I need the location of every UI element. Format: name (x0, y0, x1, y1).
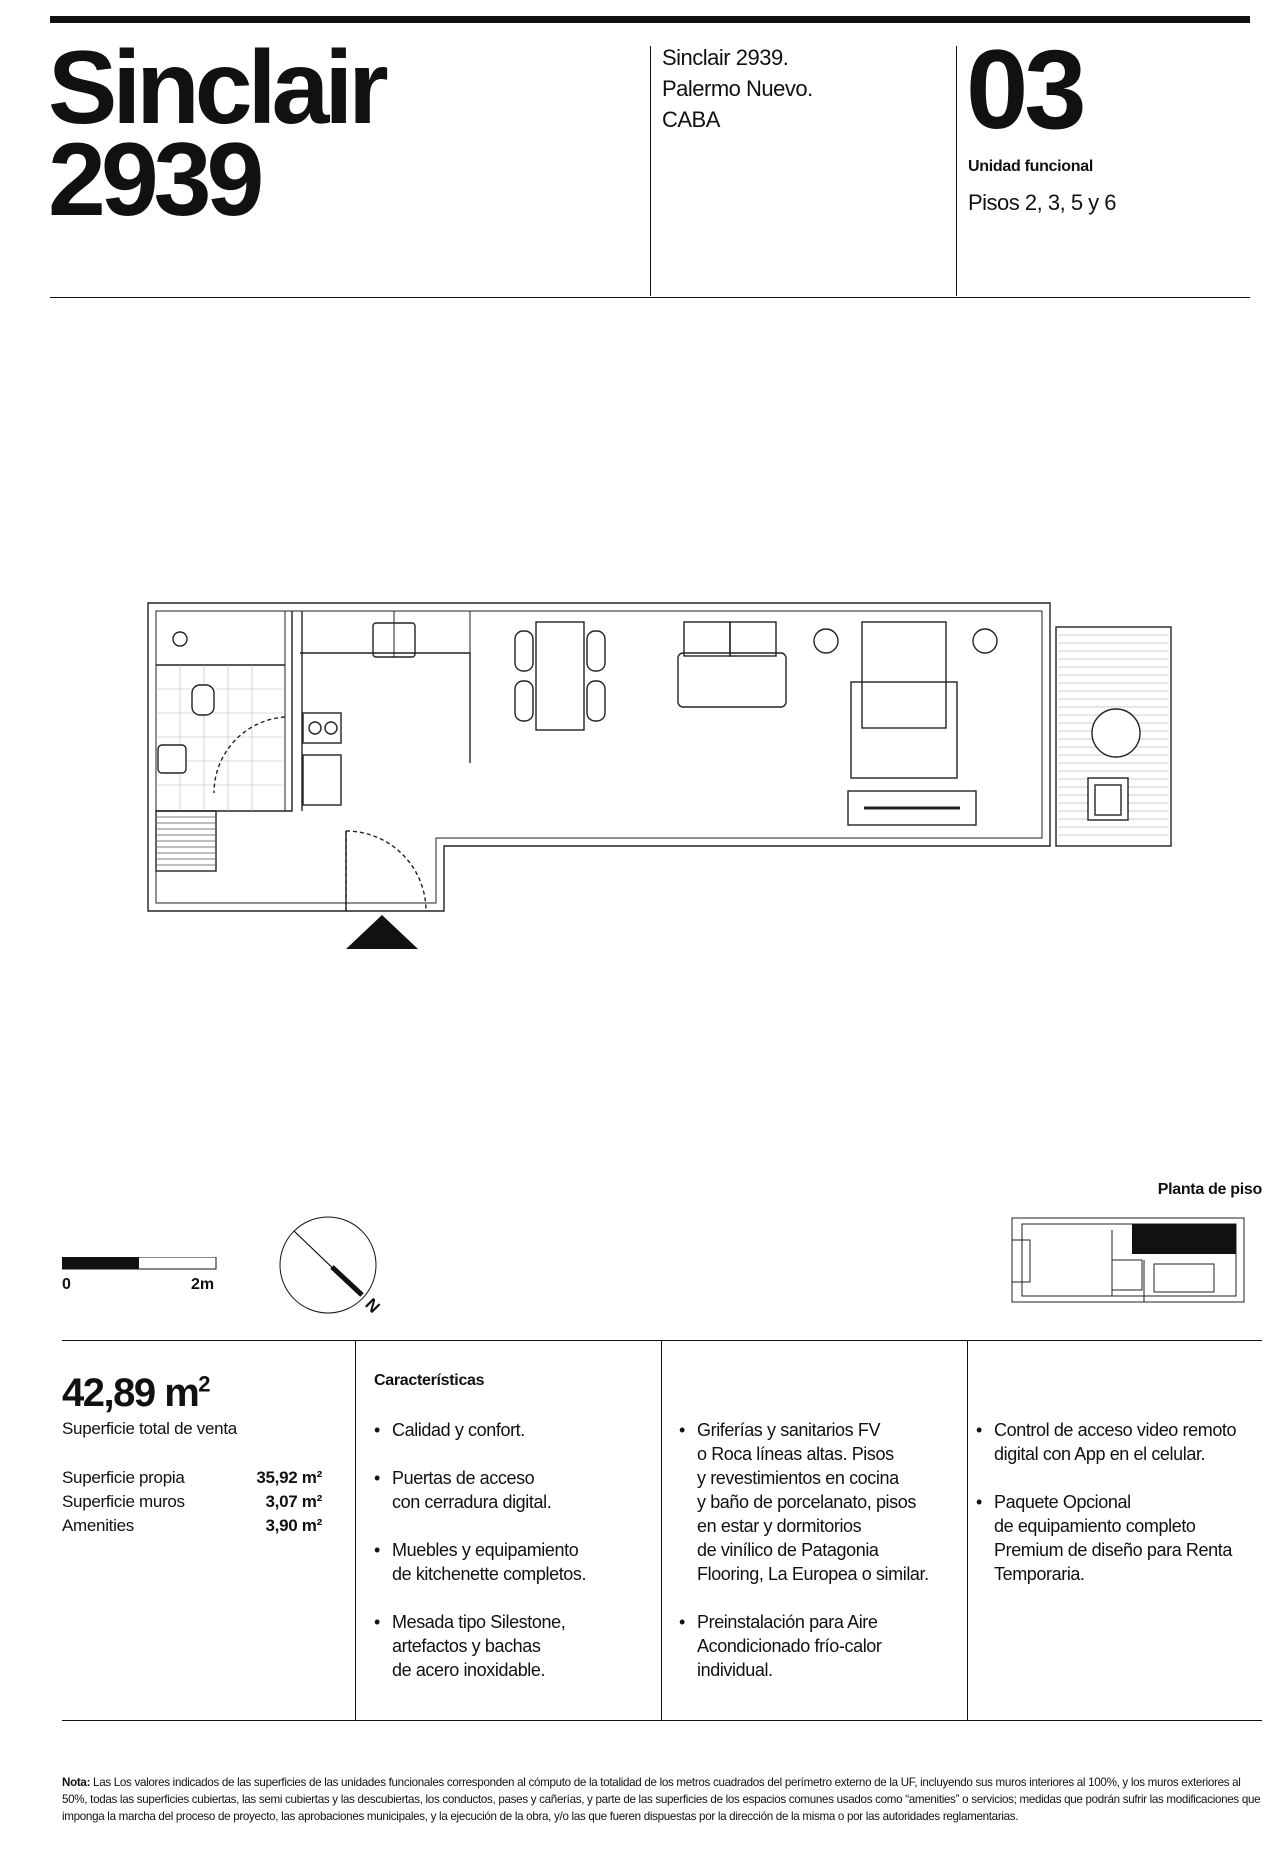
area-row-value: 35,92 m² (256, 1468, 322, 1487)
header-divider-2 (956, 46, 957, 296)
floor-plan (140, 595, 1180, 955)
address-line-1: Sinclair 2939. (662, 45, 789, 70)
details-divider-3 (967, 1340, 968, 1720)
features-column-1 (374, 1418, 644, 1706)
details-divider-2 (661, 1340, 662, 1720)
total-area (62, 1371, 209, 1416)
details-divider-1 (355, 1340, 356, 1720)
legal-note (62, 1774, 1262, 1825)
balcony-chair (1088, 778, 1128, 820)
area-row-value: 3,07 m² (265, 1492, 322, 1511)
shower-drain (173, 632, 187, 646)
nightstand-right (973, 629, 997, 653)
total-area-unit-sup: 2 (198, 1371, 210, 1397)
feature-item: • Puertas de acceso con cerradura digital. (374, 1466, 644, 1514)
area-row-label: Amenities (62, 1516, 134, 1535)
dining-chair (515, 631, 533, 671)
dining-table (536, 622, 584, 730)
key-plan (1004, 1210, 1256, 1310)
area-row (62, 1466, 322, 1490)
total-area-value: 42,89 m (62, 1371, 199, 1415)
sofa (678, 653, 786, 707)
address-line-3: CABA (662, 107, 720, 132)
feature-item: • Mesada tipo Silestone, artefactos y bachas de acero inoxidable. (374, 1610, 644, 1682)
feature-item: • Paquete Opcional de equipamiento completo Premium de diseño para Renta Temporaria. (976, 1490, 1266, 1586)
toilet (192, 685, 214, 715)
bath-sink (158, 745, 186, 773)
note-text: Las Los valores indicados de las superficies de las unidades funcionales corresponden al cómputo de la totalidad de los metros cuadrados del perímetro externo de la UF, incluyendo sus muros interiores al 100%, y los muros exteriores al 50%, todas las superficies cubiertas, las semi cubiertas y las descubiertas, los conductos, pases y cañerías, y parte de las superficies de los espacios comunes usados como “amenities” o servicios; medidas que podrán sufrir las modificaciones que imponga la marcha del proceso de proyecto, las aprobaciones municipales, y la ejecución de la obra, y/o las que fueren dispuestas por la dirección de la misma o por las autoridades reglamentarias. (62, 1776, 1261, 1823)
area-row-label: Superficie muros (62, 1492, 185, 1511)
header-bottom-rule (50, 297, 1250, 298)
north-label: N (361, 1294, 384, 1317)
area-row-label: Superficie propia (62, 1468, 185, 1487)
feature-item: • Preinstalación para Aire Acondicionado frío-calor individual. (679, 1610, 959, 1682)
title-line-2: 2939 (48, 122, 260, 238)
bathroom-wall (156, 611, 292, 811)
entrance-arrow (346, 915, 418, 949)
balcony-table (1092, 709, 1140, 757)
address-line-2: Palermo Nuevo. (662, 76, 813, 101)
key-plan-label: Planta de piso (1157, 1181, 1262, 1198)
bed (862, 622, 946, 728)
feature-item: • Griferías y sanitarios FV o Roca líneas altas. Pisos y revestimientos en cocina y baño de porcelanato, pisos en estar y dormitorios de vinílico de Patagonia Flooring, La Europea o similar. (679, 1418, 959, 1586)
plan-outer-wall (148, 603, 1050, 911)
area-breakdown (62, 1466, 322, 1538)
scale-min: 0 (62, 1276, 71, 1293)
kitchen-divider (394, 611, 470, 763)
scale-max: 2m (191, 1276, 215, 1293)
plan-inner-wall (156, 611, 1042, 903)
address-block (662, 42, 813, 135)
unit-floors: Pisos 2, 3, 5 y 6 (968, 190, 1117, 215)
features-title: Características (374, 1372, 485, 1389)
unit-number: 03 (966, 27, 1083, 152)
feature-item: • Muebles y equipamiento de kitchenette completos. (374, 1538, 644, 1586)
key-plan-unit-highlight (1132, 1224, 1236, 1254)
area-row-value: 3,90 m² (265, 1516, 322, 1535)
entrance-door-swing (346, 831, 426, 911)
bathroom-door-swing (214, 717, 285, 793)
building-title (48, 30, 384, 238)
total-area-label: Superficie total de venta (62, 1419, 237, 1438)
features-column-3 (976, 1418, 1266, 1610)
header-divider-1 (650, 46, 651, 296)
details-top-rule (62, 1340, 1262, 1341)
unit-label: Unidad funcional (968, 158, 1093, 175)
feature-item: • Control de acceso video remoto digital con App en el celular. (976, 1418, 1266, 1466)
nightstand-left (814, 629, 838, 653)
features-column-2 (679, 1418, 959, 1706)
oven (303, 755, 341, 805)
top-rule (50, 16, 1250, 23)
area-row (62, 1490, 322, 1514)
title-line-1: Sinclair (48, 30, 384, 146)
feature-item: • Calidad y confort. (374, 1418, 644, 1442)
details-bottom-rule (62, 1720, 1262, 1721)
note-label: Nota: (62, 1776, 91, 1789)
area-row (62, 1514, 322, 1538)
